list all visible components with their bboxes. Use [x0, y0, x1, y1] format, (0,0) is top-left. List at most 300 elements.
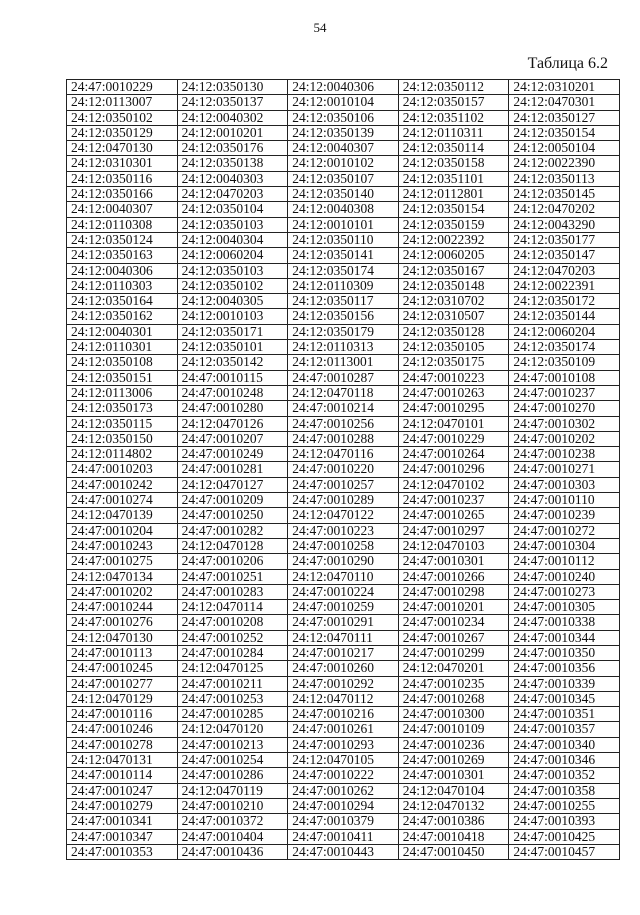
table-row [67, 783, 620, 798]
table-row [67, 355, 620, 370]
table-cell: 24:47:0010346 [509, 753, 620, 768]
table-cell: 24:47:0010243 [67, 538, 178, 553]
table-row [67, 600, 620, 615]
table-cell: 24:47:0010246 [67, 722, 178, 737]
table-cell: 24:12:0350159 [398, 217, 509, 232]
table-cell: 24:47:0010234 [398, 615, 509, 630]
table-cell: 24:47:0010242 [67, 477, 178, 492]
table-cell: 24:12:0110301 [67, 340, 178, 355]
table-cell: 24:47:0010112 [509, 554, 620, 569]
table-cell: 24:12:0350179 [288, 324, 399, 339]
table-body [67, 80, 620, 860]
table-cell: 24:47:0010338 [509, 615, 620, 630]
table-row [67, 156, 620, 171]
table-cell: 24:47:0010351 [509, 707, 620, 722]
table-row [67, 523, 620, 538]
table-row [67, 768, 620, 783]
table-row [67, 737, 620, 752]
table-cell: 24:12:0470203 [177, 187, 288, 202]
table-cell: 24:47:0010301 [398, 554, 509, 569]
table-cell: 24:47:0010254 [177, 753, 288, 768]
table-cell: 24:47:0010263 [398, 385, 509, 400]
table-row [67, 661, 620, 676]
table-cell: 24:47:0010305 [509, 600, 620, 615]
table-cell: 24:47:0010202 [509, 431, 620, 446]
table-cell: 24:12:0350116 [67, 171, 178, 186]
table-cell: 24:12:0350110 [288, 232, 399, 247]
table-row [67, 278, 620, 293]
table-cell: 24:12:0470129 [67, 691, 178, 706]
table-cell: 24:47:0010290 [288, 554, 399, 569]
table-cell: 24:12:0470125 [177, 661, 288, 676]
table-cell: 24:12:0350107 [288, 171, 399, 186]
table-cell: 24:12:0470112 [288, 691, 399, 706]
table-cell: 24:12:0351102 [398, 110, 509, 125]
table-row [67, 125, 620, 140]
table-row [67, 462, 620, 477]
table-cell: 24:12:0043290 [509, 217, 620, 232]
table-cell: 24:47:0010114 [67, 768, 178, 783]
table-cell: 24:12:0350145 [509, 187, 620, 202]
table-cell: 24:12:0310507 [398, 309, 509, 324]
table-cell: 24:47:0010303 [509, 477, 620, 492]
table-cell: 24:47:0010202 [67, 584, 178, 599]
table-cell: 24:12:0350162 [67, 309, 178, 324]
table-cell: 24:47:0010450 [398, 844, 509, 859]
table-cell: 24:47:0010208 [177, 615, 288, 630]
table-cell: 24:12:0060204 [177, 248, 288, 263]
table-cell: 24:12:0022390 [509, 156, 620, 171]
table-cell: 24:12:0350163 [67, 248, 178, 263]
table-cell: 24:12:0350151 [67, 370, 178, 385]
table-cell: 24:47:0010264 [398, 447, 509, 462]
table-cell: 24:47:0010258 [288, 538, 399, 553]
table-cell: 24:47:0010301 [398, 768, 509, 783]
table-cell: 24:12:0010103 [177, 309, 288, 324]
table-cell: 24:12:0350106 [288, 110, 399, 125]
table-cell: 24:47:0010295 [398, 401, 509, 416]
table-row [67, 324, 620, 339]
table-cell: 24:47:0010341 [67, 814, 178, 829]
table-cell: 24:12:0470122 [288, 508, 399, 523]
table-cell: 24:12:0470202 [509, 202, 620, 217]
table-row [67, 538, 620, 553]
table-cell: 24:47:0010277 [67, 676, 178, 691]
table-row [67, 95, 620, 110]
table-cell: 24:47:0010282 [177, 523, 288, 538]
table-cell: 24:12:0350112 [398, 80, 509, 95]
table-cell: 24:12:0470134 [67, 569, 178, 584]
table-cell: 24:47:0010273 [509, 584, 620, 599]
table-cell: 24:47:0010217 [288, 645, 399, 660]
table-cell: 24:47:0010386 [398, 814, 509, 829]
table-cell: 24:47:0010116 [67, 707, 178, 722]
table-row [67, 569, 620, 584]
table-cell: 24:47:0010262 [288, 783, 399, 798]
table-cell: 24:12:0060204 [509, 324, 620, 339]
table-cell: 24:12:0470116 [288, 447, 399, 462]
table-row [67, 615, 620, 630]
table-cell: 24:12:0350108 [67, 355, 178, 370]
table-cell: 24:12:0310702 [398, 294, 509, 309]
table-cell: 24:12:0350127 [509, 110, 620, 125]
table-cell: 24:12:0470114 [177, 600, 288, 615]
table-cell: 24:47:0010289 [288, 493, 399, 508]
table-row [67, 722, 620, 737]
table-cell: 24:12:0350154 [398, 202, 509, 217]
table-row [67, 385, 620, 400]
table-cell: 24:12:0470201 [398, 661, 509, 676]
table-cell: 24:12:0470120 [177, 722, 288, 737]
table-cell: 24:12:0350139 [288, 125, 399, 140]
table-cell: 24:47:0010213 [177, 737, 288, 752]
table-cell: 24:12:0350157 [398, 95, 509, 110]
table-cell: 24:12:0350141 [288, 248, 399, 263]
table-cell: 24:47:0010276 [67, 615, 178, 630]
table-cell: 24:47:0010245 [67, 661, 178, 676]
table-row [67, 707, 620, 722]
table-cell: 24:12:0113006 [67, 385, 178, 400]
table-cell: 24:47:0010280 [177, 401, 288, 416]
table-cell: 24:47:0010353 [67, 844, 178, 859]
table-cell: 24:47:0010278 [67, 737, 178, 752]
table-row [67, 447, 620, 462]
table-cell: 24:12:0470104 [398, 783, 509, 798]
table-cell: 24:47:0010393 [509, 814, 620, 829]
table-row [67, 370, 620, 385]
table-cell: 24:12:0350147 [509, 248, 620, 263]
table-cell: 24:12:0470119 [177, 783, 288, 798]
table-cell: 24:12:0470127 [177, 477, 288, 492]
table-cell: 24:12:0350166 [67, 187, 178, 202]
table-row [67, 309, 620, 324]
table-cell: 24:47:0010256 [288, 416, 399, 431]
table-cell: 24:12:0350175 [398, 355, 509, 370]
table-cell: 24:47:0010302 [509, 416, 620, 431]
table-cell: 24:47:0010372 [177, 814, 288, 829]
table-cell: 24:12:0040301 [67, 324, 178, 339]
table-cell: 24:47:0010223 [288, 523, 399, 538]
table-cell: 24:47:0010298 [398, 584, 509, 599]
table-row [67, 584, 620, 599]
table-cell: 24:47:0010275 [67, 554, 178, 569]
table-cell: 24:12:0350103 [177, 263, 288, 278]
table-cell: 24:47:0010358 [509, 783, 620, 798]
table-cell: 24:12:0110308 [67, 217, 178, 232]
table-cell: 24:12:0470128 [177, 538, 288, 553]
table-cell: 24:12:0470110 [288, 569, 399, 584]
table-cell: 24:12:0350128 [398, 324, 509, 339]
table-cell: 24:47:0010345 [509, 691, 620, 706]
table-cell: 24:47:0010281 [177, 462, 288, 477]
table-cell: 24:12:0350138 [177, 156, 288, 171]
table-cell: 24:47:0010299 [398, 645, 509, 660]
table-cell: 24:12:0350101 [177, 340, 288, 355]
table-row [67, 187, 620, 202]
table-cell: 24:12:0350129 [67, 125, 178, 140]
table-cell: 24:47:0010252 [177, 630, 288, 645]
table-cell: 24:12:0470132 [398, 798, 509, 813]
table-cell: 24:12:0350158 [398, 156, 509, 171]
table-cell: 24:47:0010267 [398, 630, 509, 645]
table-row [67, 829, 620, 844]
table-cell: 24:47:0010279 [67, 798, 178, 813]
table-row [67, 844, 620, 859]
table-cell: 24:12:0310301 [67, 156, 178, 171]
table-cell: 24:47:0010115 [177, 370, 288, 385]
table-row [67, 248, 620, 263]
table-row [67, 217, 620, 232]
table-row [67, 80, 620, 95]
table-cell: 24:12:0350148 [398, 278, 509, 293]
table-cell: 24:47:0010283 [177, 584, 288, 599]
table-cell: 24:12:0350117 [288, 294, 399, 309]
table-row [67, 508, 620, 523]
table-cell: 24:47:0010207 [177, 431, 288, 446]
table-cell: 24:47:0010436 [177, 844, 288, 859]
table-cell: 24:12:0350173 [67, 401, 178, 416]
table-cell: 24:12:0470301 [509, 95, 620, 110]
table-cell: 24:12:0310201 [509, 80, 620, 95]
table-row [67, 814, 620, 829]
table-row [67, 493, 620, 508]
table-cell: 24:12:0350172 [509, 294, 620, 309]
table-row [67, 477, 620, 492]
table-row [67, 340, 620, 355]
table-cell: 24:12:0350176 [177, 141, 288, 156]
table-cell: 24:47:0010240 [509, 569, 620, 584]
table-cell: 24:12:0350154 [509, 125, 620, 140]
table-cell: 24:47:0010286 [177, 768, 288, 783]
table-cell: 24:12:0350102 [67, 110, 178, 125]
table-cell: 24:12:0470126 [177, 416, 288, 431]
table-cell: 24:12:0470111 [288, 630, 399, 645]
table-cell: 24:12:0470203 [509, 263, 620, 278]
table-cell: 24:47:0010237 [398, 493, 509, 508]
table-cell: 24:47:0010293 [288, 737, 399, 752]
table-cell: 24:12:0040303 [177, 171, 288, 186]
table-cell: 24:47:0010236 [398, 737, 509, 752]
table-cell: 24:47:0010404 [177, 829, 288, 844]
table-cell: 24:47:0010223 [398, 370, 509, 385]
table-cell: 24:12:0470103 [398, 538, 509, 553]
table-cell: 24:47:0010224 [288, 584, 399, 599]
table-cell: 24:47:0010209 [177, 493, 288, 508]
table-cell: 24:47:0010250 [177, 508, 288, 523]
table-row [67, 416, 620, 431]
table-cell: 24:12:0350102 [177, 278, 288, 293]
table-row [67, 401, 620, 416]
table-cell: 24:12:0350109 [509, 355, 620, 370]
table-cell: 24:47:0010296 [398, 462, 509, 477]
table-cell: 24:12:0350156 [288, 309, 399, 324]
table-cell: 24:12:0350140 [288, 187, 399, 202]
table-cell: 24:47:0010379 [288, 814, 399, 829]
table-cell: 24:47:0010260 [288, 661, 399, 676]
table-cell: 24:12:0350114 [398, 141, 509, 156]
table-cell: 24:12:0351101 [398, 171, 509, 186]
table-cell: 24:47:0010261 [288, 722, 399, 737]
table-row [67, 798, 620, 813]
table-cell: 24:12:0010104 [288, 95, 399, 110]
table-cell: 24:47:0010235 [398, 676, 509, 691]
table-cell: 24:47:0010292 [288, 676, 399, 691]
table-cell: 24:12:0350171 [177, 324, 288, 339]
table-cell: 24:47:0010216 [288, 707, 399, 722]
table-cell: 24:47:0010339 [509, 676, 620, 691]
table-cell: 24:47:0010255 [509, 798, 620, 813]
table-cell: 24:47:0010418 [398, 829, 509, 844]
table-cell: 24:47:0010272 [509, 523, 620, 538]
table-cell: 24:47:0010443 [288, 844, 399, 859]
table-cell: 24:47:0010214 [288, 401, 399, 416]
table-row [67, 294, 620, 309]
table-cell: 24:47:0010288 [288, 431, 399, 446]
table-cell: 24:12:0350124 [67, 232, 178, 247]
table-cell: 24:12:0114802 [67, 447, 178, 462]
table-cell: 24:12:0113007 [67, 95, 178, 110]
table-row [67, 630, 620, 645]
table-cell: 24:12:0350105 [398, 340, 509, 355]
table-cell: 24:12:0113001 [288, 355, 399, 370]
table-row [67, 141, 620, 156]
table-cell: 24:12:0040302 [177, 110, 288, 125]
table-cell: 24:47:0010239 [509, 508, 620, 523]
table-cell: 24:47:0010285 [177, 707, 288, 722]
table-row [67, 554, 620, 569]
table-cell: 24:12:0470101 [398, 416, 509, 431]
table-cell: 24:12:0350150 [67, 431, 178, 446]
table-cell: 24:12:0350137 [177, 95, 288, 110]
table-cell: 24:47:0010108 [509, 370, 620, 385]
table-cell: 24:12:0040304 [177, 232, 288, 247]
table-cell: 24:12:0470130 [67, 141, 178, 156]
table-cell: 24:47:0010109 [398, 722, 509, 737]
table-cell: 24:12:0350115 [67, 416, 178, 431]
table-cell: 24:47:0010274 [67, 493, 178, 508]
table-cell: 24:12:0470130 [67, 630, 178, 645]
table-cell: 24:12:0470139 [67, 508, 178, 523]
table-cell: 24:47:0010229 [398, 431, 509, 446]
table-cell: 24:47:0010244 [67, 600, 178, 615]
table-cell: 24:47:0010204 [67, 523, 178, 538]
table-cell: 24:12:0040307 [288, 141, 399, 156]
table-cell: 24:47:0010238 [509, 447, 620, 462]
table-cell: 24:47:0010425 [509, 829, 620, 844]
table-cell: 24:47:0010344 [509, 630, 620, 645]
table-cell: 24:47:0010203 [67, 462, 178, 477]
table-cell: 24:47:0010457 [509, 844, 620, 859]
table-cell: 24:47:0010206 [177, 554, 288, 569]
table-row [67, 263, 620, 278]
table-cell: 24:12:0350167 [398, 263, 509, 278]
table-row [67, 691, 620, 706]
table-cell: 24:12:0470118 [288, 385, 399, 400]
table-cell: 24:12:0350177 [509, 232, 620, 247]
table-cell: 24:12:0350113 [509, 171, 620, 186]
table-cell: 24:47:0010347 [67, 829, 178, 844]
table-cell: 24:12:0470131 [67, 753, 178, 768]
table-cell: 24:12:0050104 [509, 141, 620, 156]
table-cell: 24:12:0040305 [177, 294, 288, 309]
table-cell: 24:12:0350164 [67, 294, 178, 309]
table-cell: 24:12:0110313 [288, 340, 399, 355]
table-cell: 24:47:0010211 [177, 676, 288, 691]
table-row [67, 110, 620, 125]
table-row [67, 753, 620, 768]
table-row [67, 171, 620, 186]
page-number: 54 [313, 20, 327, 35]
table-cell: 24:47:0010249 [177, 447, 288, 462]
table-row [67, 645, 620, 660]
table-cell: 24:47:0010222 [288, 768, 399, 783]
table-cell: 24:47:0010352 [509, 768, 620, 783]
table-cell: 24:12:0112801 [398, 187, 509, 202]
table-cell: 24:47:0010253 [177, 691, 288, 706]
table-cell: 24:12:0350174 [509, 340, 620, 355]
table-cell: 24:47:0010356 [509, 661, 620, 676]
table-cell: 24:12:0350142 [177, 355, 288, 370]
table-cell: 24:12:0470105 [288, 753, 399, 768]
table-cell: 24:12:0040306 [67, 263, 178, 278]
table-cell: 24:12:0350130 [177, 80, 288, 95]
table-cell: 24:47:0010270 [509, 401, 620, 416]
cadastral-table [66, 79, 620, 860]
table-row [67, 431, 620, 446]
table-cell: 24:12:0350144 [509, 309, 620, 324]
table-row [67, 232, 620, 247]
table-cell: 24:47:0010297 [398, 523, 509, 538]
table-cell: 24:47:0010229 [67, 80, 178, 95]
table-cell: 24:47:0010350 [509, 645, 620, 660]
table-cell: 24:47:0010201 [398, 600, 509, 615]
table-cell: 24:47:0010110 [509, 493, 620, 508]
table-cell: 24:12:0110303 [67, 278, 178, 293]
table-cell: 24:47:0010265 [398, 508, 509, 523]
table-cell: 24:47:0010340 [509, 737, 620, 752]
table-cell: 24:47:0010251 [177, 569, 288, 584]
table-cell: 24:12:0010102 [288, 156, 399, 171]
table-cell: 24:47:0010411 [288, 829, 399, 844]
table-cell: 24:12:0040306 [288, 80, 399, 95]
table-cell: 24:47:0010357 [509, 722, 620, 737]
table-cell: 24:12:0060205 [398, 248, 509, 263]
table-cell: 24:47:0010300 [398, 707, 509, 722]
table-cell: 24:47:0010266 [398, 569, 509, 584]
table-cell: 24:47:0010304 [509, 538, 620, 553]
table-cell: 24:12:0040307 [67, 202, 178, 217]
table-cell: 24:47:0010248 [177, 385, 288, 400]
table-cell: 24:12:0110309 [288, 278, 399, 293]
table-cell: 24:47:0010271 [509, 462, 620, 477]
table-cell: 24:12:0010101 [288, 217, 399, 232]
table-cell: 24:47:0010269 [398, 753, 509, 768]
table-cell: 24:12:0350103 [177, 217, 288, 232]
table-cell: 24:47:0010113 [67, 645, 178, 660]
table-cell: 24:12:0350104 [177, 202, 288, 217]
table-row [67, 676, 620, 691]
table-cell: 24:47:0010259 [288, 600, 399, 615]
table-cell: 24:12:0110311 [398, 125, 509, 140]
table-cell: 24:47:0010210 [177, 798, 288, 813]
table-cell: 24:47:0010268 [398, 691, 509, 706]
table-cell: 24:47:0010284 [177, 645, 288, 660]
table-cell: 24:12:0022392 [398, 232, 509, 247]
table-row [67, 202, 620, 217]
table-cell: 24:47:0010220 [288, 462, 399, 477]
table-caption: Таблица 6.2 [527, 55, 608, 72]
table-cell: 24:47:0010294 [288, 798, 399, 813]
